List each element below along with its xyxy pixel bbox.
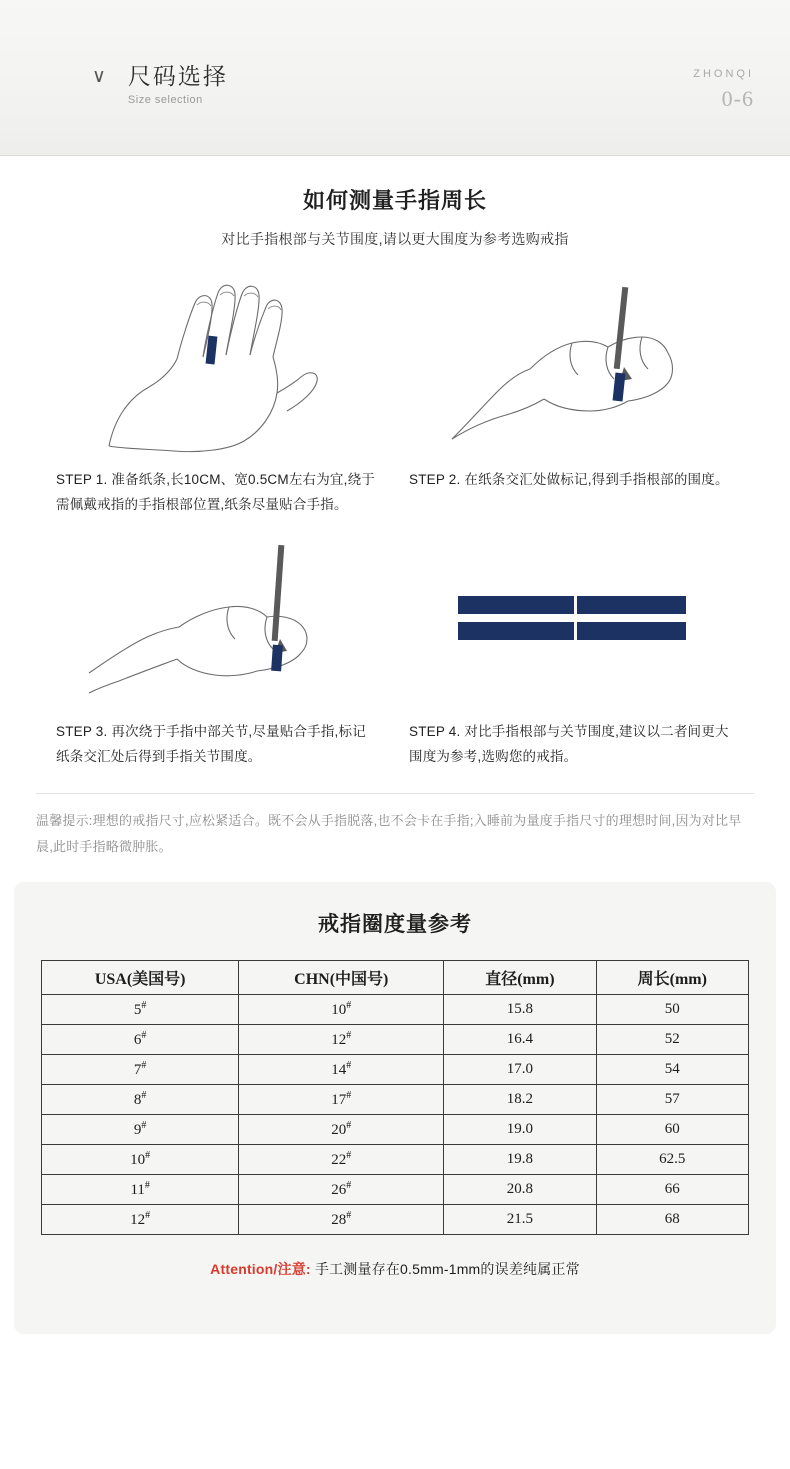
table-cell: 5# <box>42 995 239 1025</box>
measure-section <box>0 156 790 860</box>
table-cell: 20# <box>239 1115 444 1145</box>
table-cell: 50 <box>596 995 748 1025</box>
step-1-illustration <box>56 271 381 461</box>
step-3-text <box>56 719 381 769</box>
table-row <box>42 1025 749 1055</box>
step-3-label: STEP 3. <box>56 724 108 739</box>
table-cell: 19.0 <box>444 1115 596 1145</box>
attention-label: Attention/注意: <box>210 1261 311 1277</box>
table-cell: 16.4 <box>444 1025 596 1055</box>
brand-name: ZHONQI <box>693 68 754 80</box>
table-row <box>42 1085 749 1115</box>
table-body <box>42 995 749 1235</box>
column-header-circumference: 周长(mm) <box>596 961 748 995</box>
table-row <box>42 1115 749 1145</box>
table-cell: 26# <box>239 1175 444 1205</box>
steps-grid <box>56 271 734 769</box>
header-right-group <box>693 68 754 112</box>
table-cell: 12# <box>42 1205 239 1235</box>
table-row <box>42 995 749 1025</box>
table-cell: 11# <box>42 1175 239 1205</box>
measure-heading: 如何测量手指周长 <box>302 188 487 213</box>
table-cell: 18.2 <box>444 1085 596 1115</box>
table-cell: 22# <box>239 1145 444 1175</box>
page-header <box>0 0 790 156</box>
column-header-chn: CHN(中国号) <box>239 961 444 995</box>
hand-with-paper-strip-icon <box>79 271 359 461</box>
step-3-body: 再次绕于手指中部关节,尽量贴合手指,标记纸条交汇处后得到手指关节围度。 <box>56 724 366 764</box>
navy-strip-lower <box>458 622 686 640</box>
table-row <box>42 1055 749 1085</box>
table-cell: 14# <box>239 1055 444 1085</box>
step-2-body: 在纸条交汇处做标记,得到手指根部的围度。 <box>464 472 729 487</box>
page-subtitle: Size selection <box>127 94 203 106</box>
table-cell: 12# <box>239 1025 444 1055</box>
step-2-label: STEP 2. <box>409 472 461 487</box>
measure-lead: 对比手指根部与关节围度,请以更大围度为参考选购戒指 <box>221 231 569 247</box>
table-cell: 66 <box>596 1175 748 1205</box>
attention-text: 手工测量存在0.5mm-1mm的误差纯属正常 <box>314 1261 580 1277</box>
step-3-illustration <box>56 523 381 713</box>
table-cell: 10# <box>42 1145 239 1175</box>
size-table-card <box>14 882 776 1334</box>
chevron-down-icon[interactable]: ∨ <box>92 66 106 87</box>
column-header-diameter: 直径(mm) <box>444 961 596 995</box>
table-cell: 28# <box>239 1205 444 1235</box>
header-title-group <box>128 62 228 106</box>
navy-strip-upper <box>458 596 686 614</box>
step-1-label: STEP 1. <box>56 472 108 487</box>
table-cell: 68 <box>596 1205 748 1235</box>
table-cell: 20.8 <box>444 1175 596 1205</box>
table-cell: 15.8 <box>444 995 596 1025</box>
table-cell: 21.5 <box>444 1205 596 1235</box>
hand-marking-pencil-icon <box>422 271 722 461</box>
warm-tip: 温馨提示:理想的戒指尺寸,应松紧适合。既不会从手指脱落,也不会卡在手指;入睡前为量度手指尺寸的理想时间,因为对比早晨,此时手指略微肿胀。 <box>36 793 754 860</box>
table-cell: 62.5 <box>596 1145 748 1175</box>
table-cell: 6# <box>42 1025 239 1055</box>
attention-note <box>14 1259 776 1279</box>
table-cell: 60 <box>596 1115 748 1145</box>
step-2-text <box>409 467 734 517</box>
table-row <box>42 1175 749 1205</box>
size-table-title: 戒指圈度量参考 <box>318 913 472 936</box>
table-cell: 10# <box>239 995 444 1025</box>
table-cell: 7# <box>42 1055 239 1085</box>
step-2-illustration <box>409 271 734 461</box>
page-title: 尺码选择 <box>127 63 228 89</box>
page-number: 0-6 <box>721 86 754 111</box>
table-header-row <box>42 961 749 995</box>
hand-knuckle-pencil-icon <box>69 523 369 713</box>
table-cell: 54 <box>596 1055 748 1085</box>
step-1-body: 准备纸条,长10CM、宽0.5CM左右为宜,绕于需佩戴戒指的手指根部位置,纸条尽量贴合手指。 <box>56 472 375 512</box>
table-cell: 8# <box>42 1085 239 1115</box>
table-cell: 57 <box>596 1085 748 1115</box>
table-cell: 17.0 <box>444 1055 596 1085</box>
step-1-text <box>56 467 381 517</box>
size-table <box>41 960 749 1235</box>
header-left-group <box>92 62 228 106</box>
table-row <box>42 1205 749 1235</box>
step-4-label: STEP 4. <box>409 724 461 739</box>
table-cell: 17# <box>239 1085 444 1115</box>
column-header-usa: USA(美国号) <box>42 961 239 995</box>
table-cell: 52 <box>596 1025 748 1055</box>
table-cell: 19.8 <box>444 1145 596 1175</box>
step-4-illustration <box>409 523 734 713</box>
table-row <box>42 1145 749 1175</box>
two-navy-strips-icon <box>409 523 734 713</box>
table-cell: 9# <box>42 1115 239 1145</box>
step-4-text <box>409 719 734 769</box>
step-4-body: 对比手指根部与关节围度,建议以二者间更大围度为参考,选购您的戒指。 <box>409 724 729 764</box>
